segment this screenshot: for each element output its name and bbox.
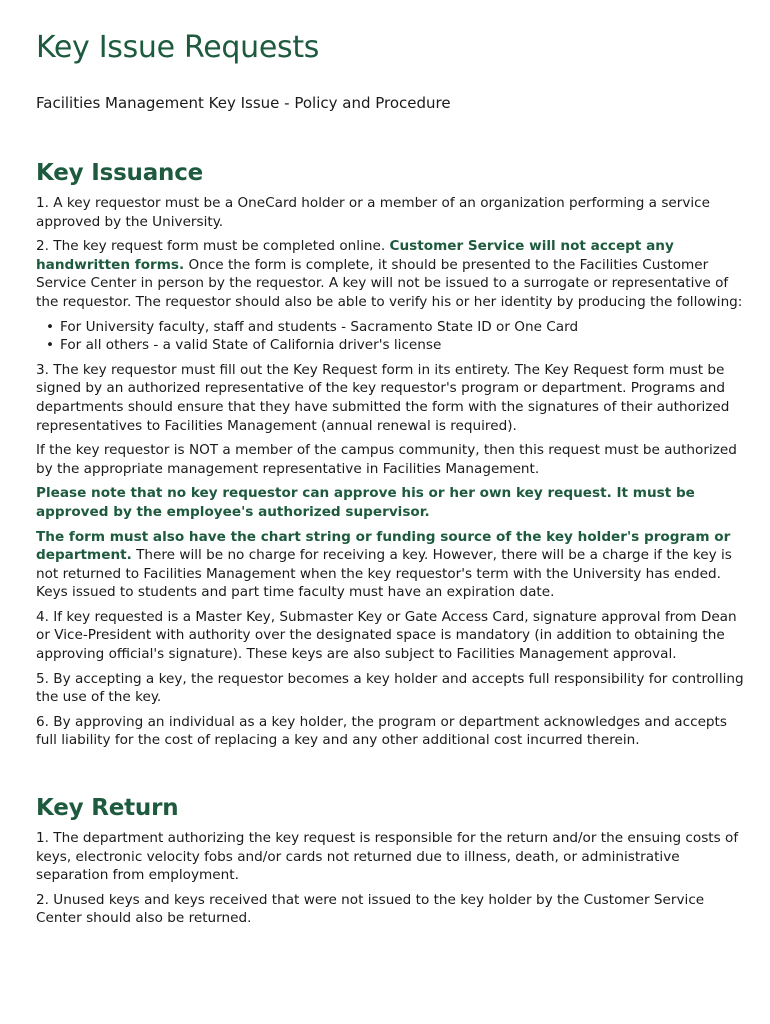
issuance-paragraph-9: 6. By approving an individual as a key holder, the program or department acknowledges and accepts full liability for the cost of replacing a key and any other additional cost incurred therein. — [36, 713, 727, 749]
page-subtitle: Facilities Management Key Issue - Policy and Procedure — [36, 94, 451, 112]
issuance-paragraph-7: 4. If key requested is a Master Key, Submaster Key or Gate Access Card, signature approval from Dean or Vice-President with authority over the designated space is mandatory (in addition to obtaining the approving official's signature). These keys are also subject to Facilities Management approval. — [36, 608, 737, 663]
page-title: Key Issue Requests — [36, 30, 320, 65]
return-paragraph-2: 2. Unused keys and keys received that were not issued to the key holder by the Customer Service Center should also be returned. — [36, 891, 705, 927]
issuance-paragraph-2 — [36, 237, 746, 311]
issuance-paragraph-1: 1. A key requestor must be a OneCard holder or a member of an organization performing a service approved by the University. — [36, 195, 711, 230]
key-issuance-section — [36, 160, 746, 756]
issuance-paragraph-3: 3. The key requestor must fill out the Key Request form in its entirety. The Key Request form must be signed by an authorized representative of the key requestor's program or department. Programs and departments should ensure that they have submitted the form with the signatures of their authorized representatives to Facilities Management (annual renewal is required). — [36, 361, 730, 434]
issuance-paragraph-8: 5. By accepting a key, the requestor becomes a key holder and accepts full responsibility for controlling the use of the key. — [36, 670, 744, 706]
key-issuance-heading: Key Issuance — [36, 160, 204, 186]
issuance-p2-emphasis: Customer Service will not accept any handwritten forms. — [36, 238, 674, 273]
key-return-section — [36, 795, 746, 934]
list-item: • For University faculty, staff and students - Sacramento State ID or One Card — [46, 318, 746, 337]
issuance-p2-text-c: Once the form is complete, it should be presented to the Facilities Customer Service Center in person by the requestor. A key will not be issued to a surrogate or representative of the requestor. The requestor should also be able to verify his or her identity by producing the following: — [36, 256, 743, 310]
issuance-paragraph-4: If the key requestor is NOT a member of the campus community, then this request must be authorized by the appropriate management representative in Facilities Management. — [36, 442, 737, 477]
issuance-note-approval: Please note that no key requestor can approve his or her own key request. It must be approved by the employee's authorized supervisor. — [36, 485, 695, 520]
issuance-paragraph-6 — [36, 528, 746, 602]
issuance-p2-text-a: 2. The key request form must be completed online. — [36, 238, 390, 255]
issuance-p6-emphasis: The form must also have the chart string or funding source of the key holder's program or department. — [36, 528, 731, 564]
key-return-heading: Key Return — [36, 795, 179, 821]
issuance-p6-text: There will be no charge for receiving a key. However, there will be a charge if the key is not returned to Facilities Management when the key requestor's term with the University has ended. Keys issued to students and part time faculty must have an expiration date. — [36, 547, 732, 601]
return-paragraph-1: 1. The department authorizing the key request is responsible for the return and/or the ensuing costs of keys, electronic velocity fobs and/or cards not returned due to illness, death, or administrative separation from employment. — [36, 830, 739, 884]
list-item: • For all others - a valid State of California driver's license — [46, 336, 746, 355]
id-requirements-list — [36, 318, 746, 355]
